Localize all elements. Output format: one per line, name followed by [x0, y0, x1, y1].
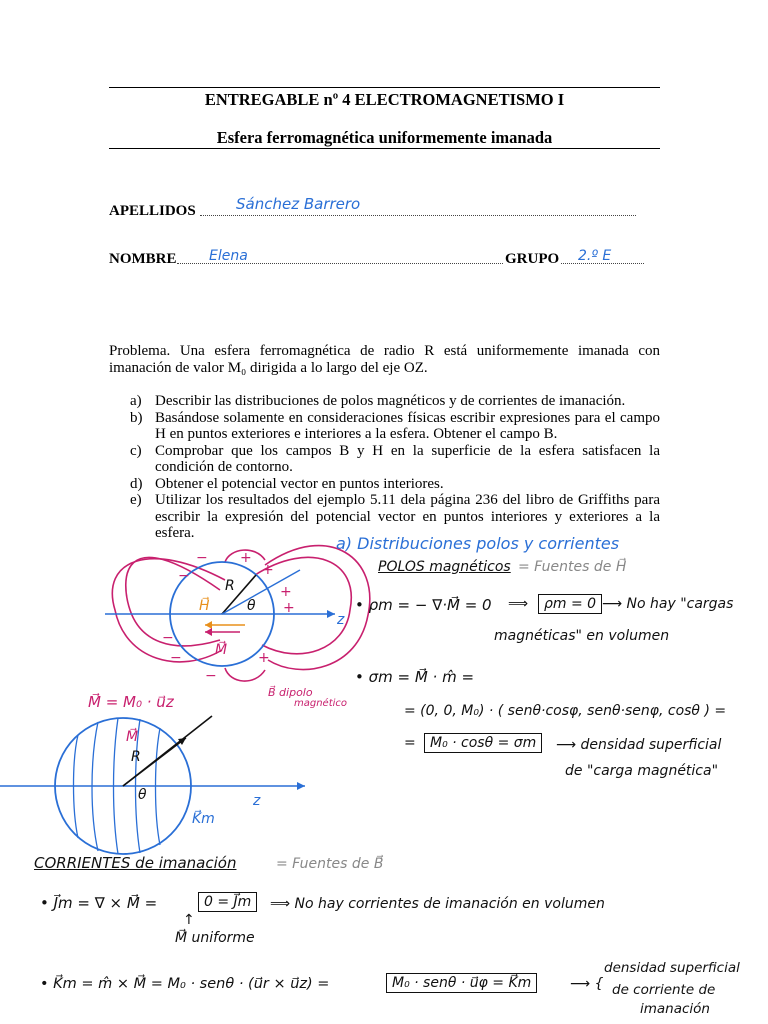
up-arrow: ↑ — [183, 912, 195, 928]
corrientes-suffix: = Fuentes de B⃗ — [276, 856, 384, 872]
z-label-2: z — [253, 793, 261, 809]
km-note1: densidad superficial — [604, 960, 740, 976]
sigma-eq-sign: = — [404, 735, 416, 751]
minus-sign: − — [170, 650, 182, 666]
sigma-equation: • σm = M⃗ · m̂ = — [355, 668, 475, 686]
radius-label: R — [225, 578, 235, 594]
minus-sign: − — [196, 550, 208, 566]
theta-label: θ — [247, 598, 256, 614]
list-item: a) Describir las distribuciones de polos magnéticos y de corrientes de imanación. — [130, 393, 626, 409]
apellidos-label: APELLIDOS — [109, 203, 196, 219]
apellidos-value: Sánchez Barrero — [236, 195, 361, 213]
nombre-value: Elena — [209, 248, 248, 264]
plus-sign: + — [280, 584, 292, 600]
rho-arrow: ⟹ — [508, 596, 529, 612]
sigma-note: ⟶ densidad superficial — [556, 737, 722, 753]
heading-a: a) Distribuciones polos y corrientes — [336, 534, 620, 553]
h-label: H⃗ — [199, 598, 210, 614]
rho-note2: magnéticas" en volumen — [494, 628, 670, 644]
minus-sign: − — [178, 568, 190, 584]
sigma-note2: de "carga magnética" — [565, 763, 719, 779]
rho-note: ⟶ No hay "cargas — [602, 596, 734, 612]
km-arrow: ⟶ { — [570, 976, 604, 992]
rho-equation: • ρm = − ∇·M⃗ = 0 — [355, 596, 492, 614]
jm-sub: M⃗ uniforme — [175, 930, 255, 946]
z-label: z — [337, 612, 345, 628]
theta-label-2: θ — [138, 787, 147, 803]
jm-equation: • J⃗m = ∇ × M⃗ = — [40, 894, 158, 912]
corrientes-title: CORRIENTES de imanación — [34, 854, 237, 872]
document-title: ENTREGABLE nº 4 ELECTROMAGNETISMO I — [204, 90, 565, 109]
list-item: b) Basándose solamente en consideraciones físicas escribir expresiones para el campo H en puntos exteriores e interiores a la esfera. Obtener el campo B. — [130, 409, 660, 442]
z-axis-arrow — [297, 782, 305, 790]
plus-sign: + — [283, 600, 295, 616]
plus-sign: + — [240, 550, 252, 566]
list-item: c) Comprobar que los campos B y H en la superficie de la esfera satisfacen la condición de contorno. — [130, 442, 660, 475]
plus-sign: + — [262, 562, 274, 578]
list-item: d) Obtener el potencial vector en puntos interiores. — [130, 475, 444, 492]
grupo-label: GRUPO — [505, 251, 560, 267]
b-dipole-label: B⃗ dipolo — [268, 686, 313, 699]
sigma-box: M₀ · cosθ = σm — [424, 733, 542, 753]
km-note3: imanación — [640, 1001, 710, 1017]
rho-box: ρm = 0 — [538, 594, 602, 614]
minus-sign: − — [205, 668, 217, 684]
radius-label-2: R — [131, 749, 141, 765]
m-definition: M⃗ = M₀ · u⃗z — [88, 693, 174, 711]
grupo-value: 2.º E — [578, 248, 612, 264]
minus-sign: − — [162, 630, 174, 646]
km-note2: de corriente de — [612, 982, 716, 998]
list-item: e) Utilizar los resultados del ejemplo 5.11 dela página 236 del libro de Griffiths para escribir la expresión del potencial vector en puntos interiores y exteriores a la esfera. — [130, 492, 660, 541]
km-equation: • K⃗m = m̂ × M⃗ = M₀ · senθ · (u⃗r × u⃗z) = — [40, 976, 330, 992]
document-subtitle: Esfera ferromagnética uniformemente imanada — [216, 128, 553, 147]
plus-sign: + — [258, 650, 270, 666]
sigma-line2: = (0, 0, M₀) · ( senθ·cosφ, senθ·senφ, cosθ ) = — [404, 703, 727, 719]
polos-suffix: = Fuentes de H⃗ — [518, 559, 627, 575]
nombre-label: NOMBRE — [109, 251, 177, 267]
b-dipole-label2: magnético — [294, 698, 348, 709]
jm-box: 0 = J⃗m — [198, 892, 257, 912]
polos-title: POLOS magnéticos — [378, 559, 511, 575]
m-label-2: M⃗ — [126, 729, 139, 745]
m-label: M⃗ — [215, 642, 228, 658]
km-label: K⃗m — [192, 811, 215, 827]
km-box: M₀ · senθ · u⃗φ = K⃗m — [386, 973, 537, 993]
jm-note: ⟹ No hay corrientes de imanación en volumen — [270, 896, 605, 912]
problem-intro: Problema. Una esfera ferromagnética de radio R está uniformemente imanada con imanación de valor M₀ dirigida a lo largo del eje OZ. — [109, 343, 660, 376]
